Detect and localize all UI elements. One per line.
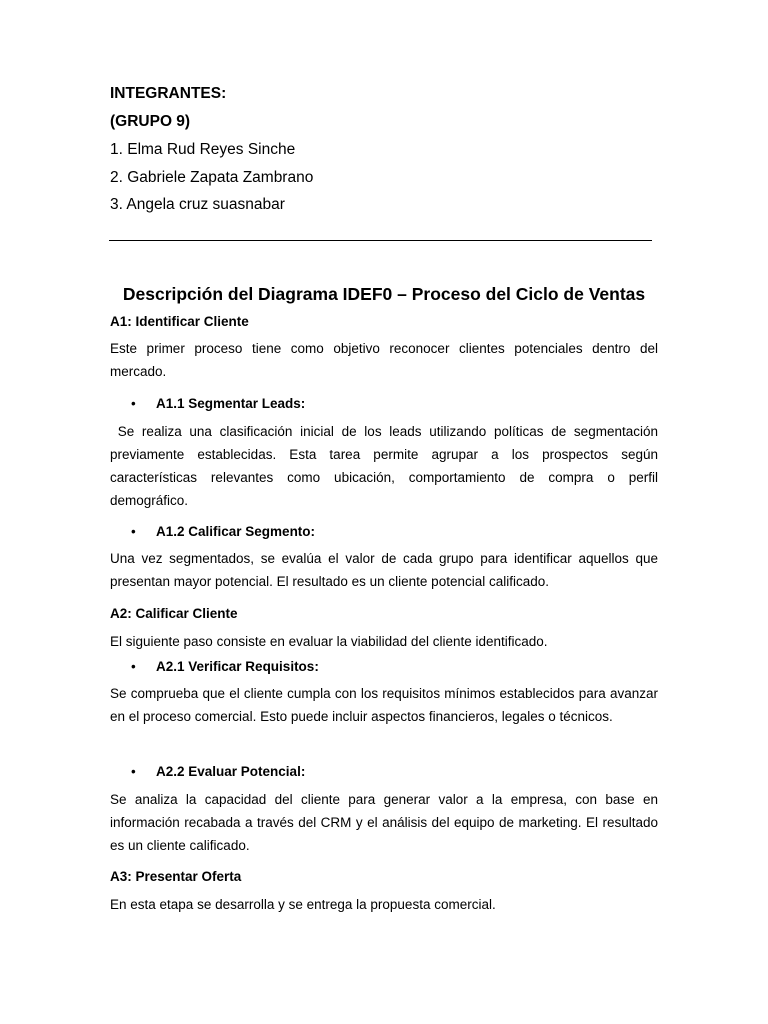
subsection-heading-a2-2: A2.2 Evaluar Potencial: [156, 764, 306, 779]
section-text-a3: En esta etapa se desarrolla y se entrega la propuesta comercial. [110, 897, 496, 912]
member-item: 2. Gabriele Zapata Zambrano [110, 169, 314, 186]
subsection-text-a1-2: Una vez segmentados, se evalúa el valor de cada grupo para identificar aquellos que presentan mayor potencial. El resultado es un cliente potencial calificado. [110, 551, 658, 589]
bullet-icon: • [131, 524, 136, 539]
member-item: 1. Elma Rud Reyes Sinche [110, 141, 296, 158]
subsection-heading-a1-1: A1.1 Segmentar Leads: [156, 396, 306, 411]
bullet-icon: • [131, 764, 136, 779]
group-label: (GRUPO 9) [110, 113, 191, 130]
section-heading-a3: A3: Presentar Oferta [110, 869, 242, 884]
subsection-text-a2-1: Se comprueba que el cliente cumpla con los requisitos mínimos establecidos para avanzar en el proceso comercial. Esto puede incluir aspectos financieros, legales o técnicos. [110, 686, 658, 724]
integrantes-heading: INTEGRANTES: [110, 85, 227, 102]
subsection-text-a1-1: Se realiza una clasificación inicial de los leads utilizando políticas de segmentación previamente establecidas. Esta tarea permite agrupar a los prospectos según características relevantes como ubicación, comportamiento de compra o perfil demográfico. [110, 424, 662, 508]
section-text-a2: El siguiente paso consiste en evaluar la viabilidad del cliente identificado. [110, 634, 548, 649]
subsection-text-a2-2: Se analiza la capacidad del cliente para generar valor a la empresa, con base en información recabada a través del CRM y el análisis del equipo de marketing. El resultado es un cliente calificado. [110, 792, 658, 853]
section-heading-a1: A1: Identificar Cliente [110, 314, 249, 329]
section-heading-a2: A2: Calificar Cliente [110, 606, 238, 621]
subsection-heading-a1-2: A1.2 Calificar Segmento: [156, 524, 316, 539]
bullet-icon: • [131, 396, 136, 411]
bullet-icon: • [131, 659, 136, 674]
separator-line [109, 240, 652, 241]
member-item: 3. Angela cruz suasnabar [110, 196, 285, 213]
document-title: Descripción del Diagrama IDEF0 – Proceso del Ciclo de Ventas [122, 284, 646, 304]
section-text-a1: Este primer proceso tiene como objetivo reconocer clientes potenciales dentro del mercado. [110, 341, 658, 379]
subsection-heading-a2-1: A2.1 Verificar Requisitos: [156, 659, 319, 674]
